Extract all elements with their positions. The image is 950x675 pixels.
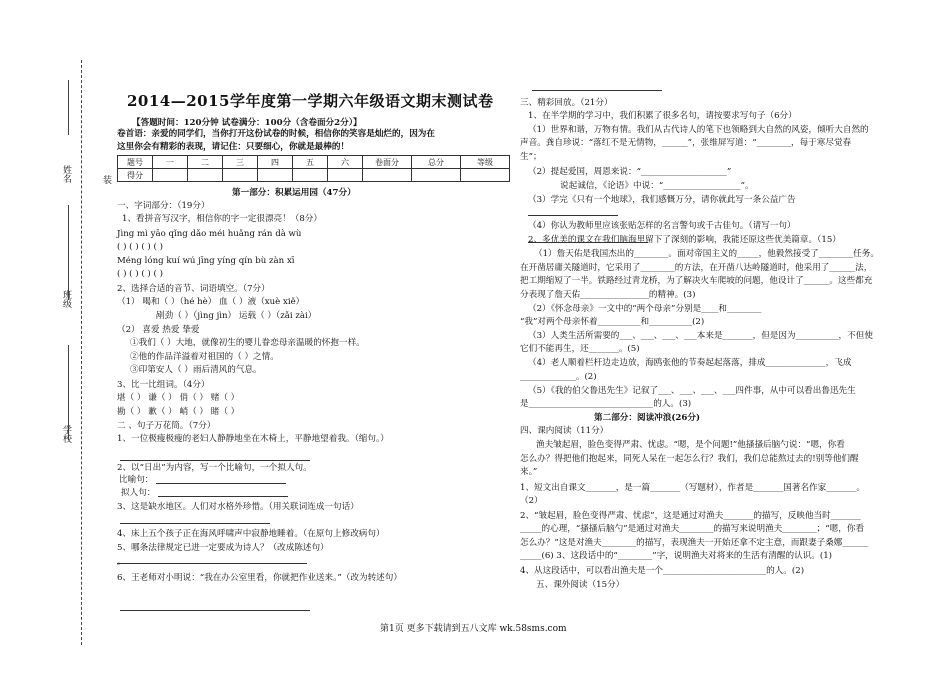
- answer-line: [158, 496, 288, 497]
- score-cell: [188, 169, 223, 182]
- question-line: Jìng mì yāo qǐng dǎo méi huǎng rán dà wù: [117, 229, 302, 239]
- question-line: （1）世界和谐，万物有情。我们从古代诗人的笔下也领略到大自然的风姿，倾听大自然的: [528, 125, 869, 135]
- score-cell: 等级: [461, 156, 510, 169]
- score-cell: [461, 169, 510, 182]
- score-cell: 三: [223, 156, 258, 169]
- score-cell: 卷面分: [363, 156, 412, 169]
- question-line: 怎么办？得把他们抱起来，同死人呆在一起怎么行？我们，我们总能熬过去的!别等他们醒: [520, 454, 859, 464]
- answer-line: [120, 610, 310, 611]
- question-line: 勘（ ） 歉（ ） 峭（ ） 睹（ ）: [117, 407, 240, 417]
- section-heading: 第一部分：积累运用园（47分）: [232, 188, 356, 198]
- question-line: （2）提起爱国，周恩来说：“____________________”: [528, 167, 732, 177]
- sidebar-school-label: 学校: [61, 425, 71, 443]
- question-line: 4、从这段话中，可以看出渔夫是一个________________________的人。(2): [520, 566, 805, 576]
- question-line: （3）学完《只有一个地球》，我们感慨万分，请你就此写一条公益广告: [528, 195, 796, 205]
- question-line: 四、课内阅读（11分）: [520, 426, 609, 436]
- score-table-header-row: [118, 156, 510, 169]
- question-line: 把工期缩短了一半。铁路经过青龙桥，为了解决火车爬坡的问题，他设计了______。这些都充: [520, 276, 873, 286]
- question-line: 在开凿居庸关隧道时，它采用了________的方法，在开凿八达岭隧道时，他采用了______法，: [520, 263, 873, 273]
- score-table-score-row: [118, 169, 510, 182]
- answer-line: [120, 523, 270, 524]
- question-line: Méng lóng kuí wú jīng yíng qín bù zàn xī: [117, 256, 295, 266]
- question-line: 分表现了詹天佑________________的精神。(3): [520, 290, 696, 300]
- question-line: 剐劲（ ）（jìng jìn） 运载（ ）（zǎi zài）: [156, 311, 317, 321]
- question-line: 是_____________________________的人。(3): [520, 399, 692, 409]
- question-line: ①我们（ ）大地，就像初生的婴儿眷恋母亲温暖的怀抱一样。: [130, 338, 365, 348]
- score-cell: [363, 169, 412, 182]
- question-line: 二 、句子万花筒。（7分）: [117, 421, 216, 431]
- score-cell: 一: [153, 156, 188, 169]
- question-line: 生”；: [520, 152, 542, 162]
- question-line: ( ) ( ) ( ) ( ): [117, 269, 163, 279]
- question-line: （4）老人顺着栏杆边走边放，海鸥张他的节奏起起落落，排成______________，飞成: [528, 358, 852, 368]
- score-cell: 总分: [412, 156, 461, 169]
- question-line: （2）《怀念母亲》一文中的“两个母亲”分别是____和________: [528, 304, 762, 314]
- question-line: 堪（ ） 谦（ ） 俏（ ） 赌（ ）: [117, 393, 240, 403]
- answer-line: [532, 90, 662, 91]
- foreword-line-2: 这里你会有精彩的表现，请记住：只要细心，你就是最棒的！: [117, 142, 350, 152]
- page-footer: 第1页 更多下载请到五八文库 wk.58sms.com: [380, 624, 567, 634]
- question-line: 一、字词部分：（19分）: [117, 201, 210, 211]
- score-cell: 六: [328, 156, 363, 169]
- question-line: 1、短文出自课文_______，是一篇_______（写题材），作者是_______国著名作家_______。: [520, 483, 865, 493]
- question-line: 五、课外阅读（15分）: [536, 580, 625, 590]
- question-line: （5）《我的伯父鲁迅先生》记叙了___、___、___、___四件事，从中可以看出鲁迅先生: [528, 386, 856, 396]
- question-line: 它们不能再生，还_______。(5): [520, 344, 640, 354]
- sidebar-class-label: 班级: [61, 290, 71, 308]
- question-line: 2、选择合适的音节、词语填空。（7分）: [117, 284, 270, 294]
- question-line: 怎么办？”这是对渔夫________的描写，表现渔夫一开始还拿不定主意，而跟妻子桑娜______: [520, 538, 869, 548]
- question-line: 1、在半学期的学习中，我们积累了很多名句，请按要求写句子（6分）: [528, 111, 797, 121]
- question-line: 3、这是缺水地区。人们对水格外珍惜。（用关联词连成一句话）: [117, 502, 359, 512]
- question-line: （1）詹天佑是我国杰出的________。面对帝国主义的_____，他毅然接受了________任务。: [534, 249, 879, 259]
- question-line: ②他的作品洋溢着对祖国的（ ）之情。: [130, 352, 279, 362]
- answer-line: [117, 563, 307, 564]
- score-cell: [258, 169, 293, 182]
- score-cell: [328, 169, 363, 182]
- question-line: 比喻句：: [119, 475, 154, 485]
- question-line: 渔夫皱起眉，脸色变得严肃、忧虑。“嗯，是个问题!”他搔搔后脑勺说：“嗯，你看: [536, 440, 845, 450]
- score-cell: [293, 169, 328, 182]
- question-line: 3、比一比组词。（4分）: [117, 380, 210, 390]
- question-line: 说起诚信，《论语》中说：“__________________”。: [560, 181, 754, 191]
- question-line: “我”对两个母亲怀着__________和__________(2): [520, 317, 705, 327]
- score-cell: 二: [188, 156, 223, 169]
- answer-line: [528, 215, 618, 216]
- score-table: [117, 155, 510, 182]
- exam-info: 【答题时间：120分钟 试卷满分：100分（含卷面分2分）】: [132, 118, 362, 128]
- question-line: 。: [117, 557, 126, 567]
- question-line: 2、多优美的课文在我们脑海里留下了深刻的影响，我能还原这些优美篇章。（15）: [528, 235, 841, 245]
- answer-line: [528, 242, 648, 243]
- question-line: （1） 喝和（ ）（hé hè） 血（ ）液（xuè xiě）: [117, 297, 305, 307]
- name-blank-line: [68, 80, 69, 135]
- question-line: 4、床上五个孩子正在海风呼啸声中寂静地睡着。（在原句上修改病句）: [117, 529, 385, 539]
- question-line: 5、哪条法律规定已进一定要成为诗人？（改成陈述句）: [117, 543, 329, 553]
- question-line: ③印第安人（ ）雨后清风的气息。: [130, 365, 262, 375]
- question-line: 三、精彩回放。（21分）: [520, 98, 613, 108]
- question-line: _____(6) 3、这段话中的“________”字，说明渔夫对将来的生活有清醒的认识。(1): [520, 551, 833, 561]
- sidebar-zhuang-label: 装: [101, 175, 111, 184]
- question-line: （2） 喜爱 热爱 挚爱: [117, 325, 200, 335]
- score-cell: [153, 169, 188, 182]
- score-cell: 五: [293, 156, 328, 169]
- question-line: 1、看拼音写汉字，相信你的字一定很漂亮！（8分）: [122, 214, 322, 224]
- score-cell: [412, 169, 461, 182]
- question-line: ( ) ( ) ( ) ( ): [117, 242, 163, 252]
- section-heading: 第二部分：阅读冲浪(26分): [594, 413, 701, 423]
- question-line: 拟人句：: [121, 488, 156, 498]
- page-title: 2014—2015学年度第一学期六年级语文期末测试卷: [127, 92, 494, 110]
- question-line: _____的心理，“搔搔后脑勺”是通过对渔夫________的描写来说明渔夫________；“嗯，你看: [520, 524, 865, 534]
- question-line: （4）你认为教师里应该张贴怎样的名言警句或千古佳句。（请写一句）: [528, 221, 796, 231]
- question-line: 1、一位极瘦极瘦的老妇人静静地坐在木椅上，平静地望着我。（缩句。）: [117, 434, 389, 444]
- question-line: _____________。(2): [520, 372, 597, 382]
- answer-line: [156, 483, 286, 484]
- question-line: 6、王老师对小明说：“我在办公室里看，你就把作业送来。”（改为转述句）: [117, 573, 402, 583]
- answer-line: [120, 460, 310, 461]
- sidebar-name-label: 姓名: [61, 165, 71, 183]
- foreword-line-1: 卷首语：亲爱的同学们，当你打开这份试卷的时候，相信你的笑容是灿烂的，因为在: [117, 129, 435, 139]
- score-cell: 四: [258, 156, 293, 169]
- class-blank-line: [68, 205, 69, 300]
- question-line: 声音。龚自珍说：“落红不是无情物，______”，张维屏写道：“________，每于寒尽觉春: [520, 138, 852, 148]
- score-cell: 得分: [118, 169, 153, 182]
- score-cell: [223, 169, 258, 182]
- question-line: 来。”: [520, 467, 538, 477]
- question-line: 2、“皱起眉，脸色变得严肃、忧虑”，这是通过对渔夫_______的描写，反映他当时_______: [520, 511, 861, 521]
- binding-dashed-line: [81, 60, 82, 645]
- score-cell: 题号: [118, 156, 153, 169]
- question-line: 2、以“日出”为内容，写一个比喻句，一个拟人句。: [117, 463, 312, 473]
- question-line: （2）: [520, 496, 543, 506]
- question-line: （3）人类生活所需要的___、___、___、___本来是_______，但是因为__________，不但使: [528, 331, 873, 341]
